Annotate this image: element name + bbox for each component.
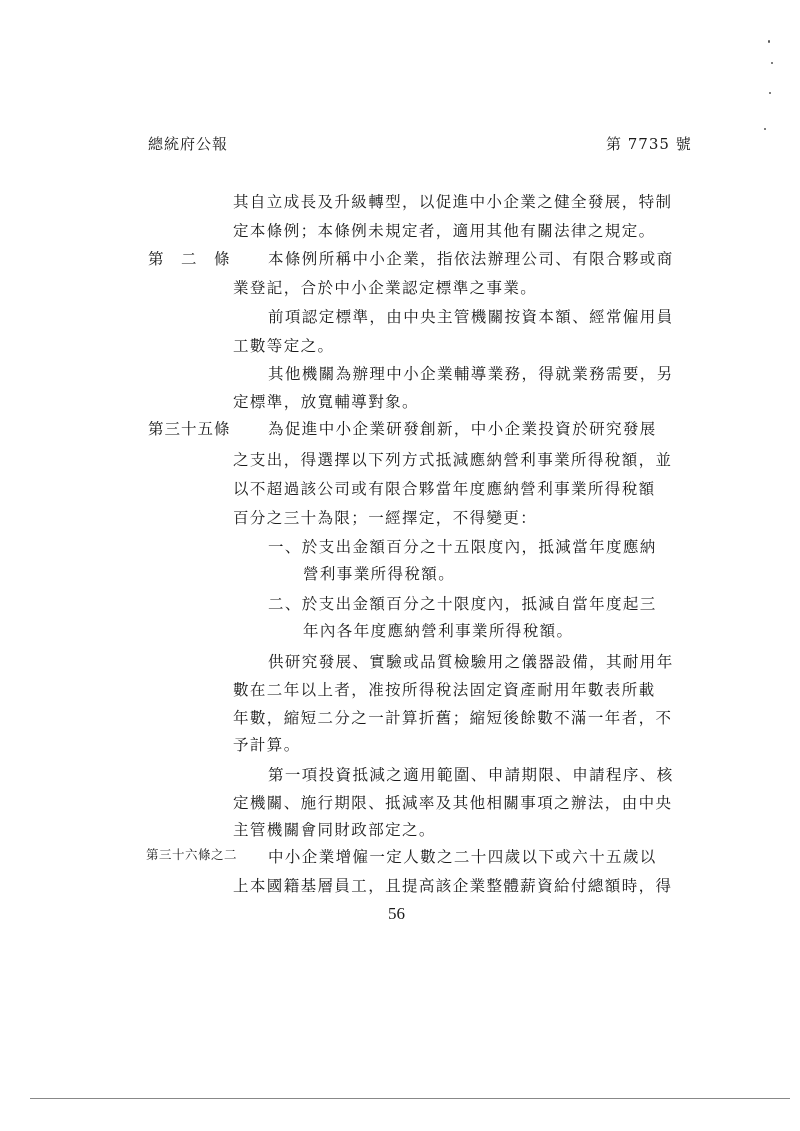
text-line: 予計算。 (233, 736, 301, 754)
text-line: 工數等定之。 (233, 337, 335, 355)
text-line: 業登記，合於中小企業認定標準之事業。 (233, 279, 538, 297)
text-line: 本條例所稱中小企業，指依法辦理公司、有限合夥或商 (268, 250, 674, 268)
text-line: 以不超過該公司或有限合夥當年度應納營利事業所得稅額 (233, 480, 656, 498)
text-line: 為促進中小企業研發創新，中小企業投資於研究發展 (268, 420, 657, 438)
text-line: 營利事業所得稅額。 (303, 565, 456, 583)
text-line: 其他機關為辦理中小企業輔導業務，得就業務需要，另 (268, 365, 674, 383)
text-line: 之支出，得選擇以下列方式抵減應納營利事業所得稅額，並 (233, 451, 673, 469)
article-label-35: 第三十五條 (148, 420, 231, 438)
scan-edge-line (30, 1098, 790, 1099)
scan-speck (768, 40, 770, 43)
text-line: 年數，縮短二分之一計算折舊；縮短後餘數不滿一年者，不 (233, 709, 673, 727)
text-line: 定本條例；本條例未規定者，適用其他有關法律之規定。 (233, 222, 656, 240)
text-line: 數在二年以上者，准按所得稅法固定資產耐用年數表所載 (233, 681, 656, 699)
scan-speck (769, 92, 771, 94)
article-label-2: 第 二 條 (148, 250, 231, 268)
text-line: 其自立成長及升級轉型，以促進中小企業之健全發展，特制 (233, 193, 673, 211)
scan-speck (764, 128, 766, 130)
page-number: 56 (388, 904, 405, 923)
list-item: 二、於支出金額百分之十限度內，抵減自當年度起三 (268, 595, 657, 613)
scan-speck (771, 62, 773, 64)
text-line: 前項認定標準，由中央主管機關按資本額、經常僱用員 (268, 308, 674, 326)
article-label-36-2: 第三十六條之二 (146, 847, 238, 862)
gazette-title: 總統府公報 (148, 135, 229, 153)
text-line: 年內各年度應納營利事業所得稅額。 (303, 622, 574, 640)
text-line: 百分之三十為限；一經擇定，不得變更： (233, 509, 538, 527)
text-line: 定標準，放寬輔導對象。 (233, 393, 419, 411)
text-line: 第一項投資抵減之適用範圍、申請期限、申請程序、核 (268, 766, 674, 784)
list-item: 一、於支出金額百分之十五限度內，抵減當年度應納 (268, 538, 657, 556)
text-line: 供研究發展、實驗或品質檢驗用之儀器設備，其耐用年 (268, 653, 674, 671)
text-line: 主管機關會同財政部定之。 (233, 821, 436, 839)
issue-number: 第 7735 號 (606, 135, 692, 153)
text-line: 定機關、施行期限、抵減率及其他相關事項之辦法，由中央 (233, 794, 673, 812)
text-line: 中小企業增僱一定人數之二十四歲以下或六十五歲以 (268, 848, 657, 866)
text-line: 上本國籍基層員工，且提高該企業整體薪資給付總額時，得 (233, 877, 673, 895)
